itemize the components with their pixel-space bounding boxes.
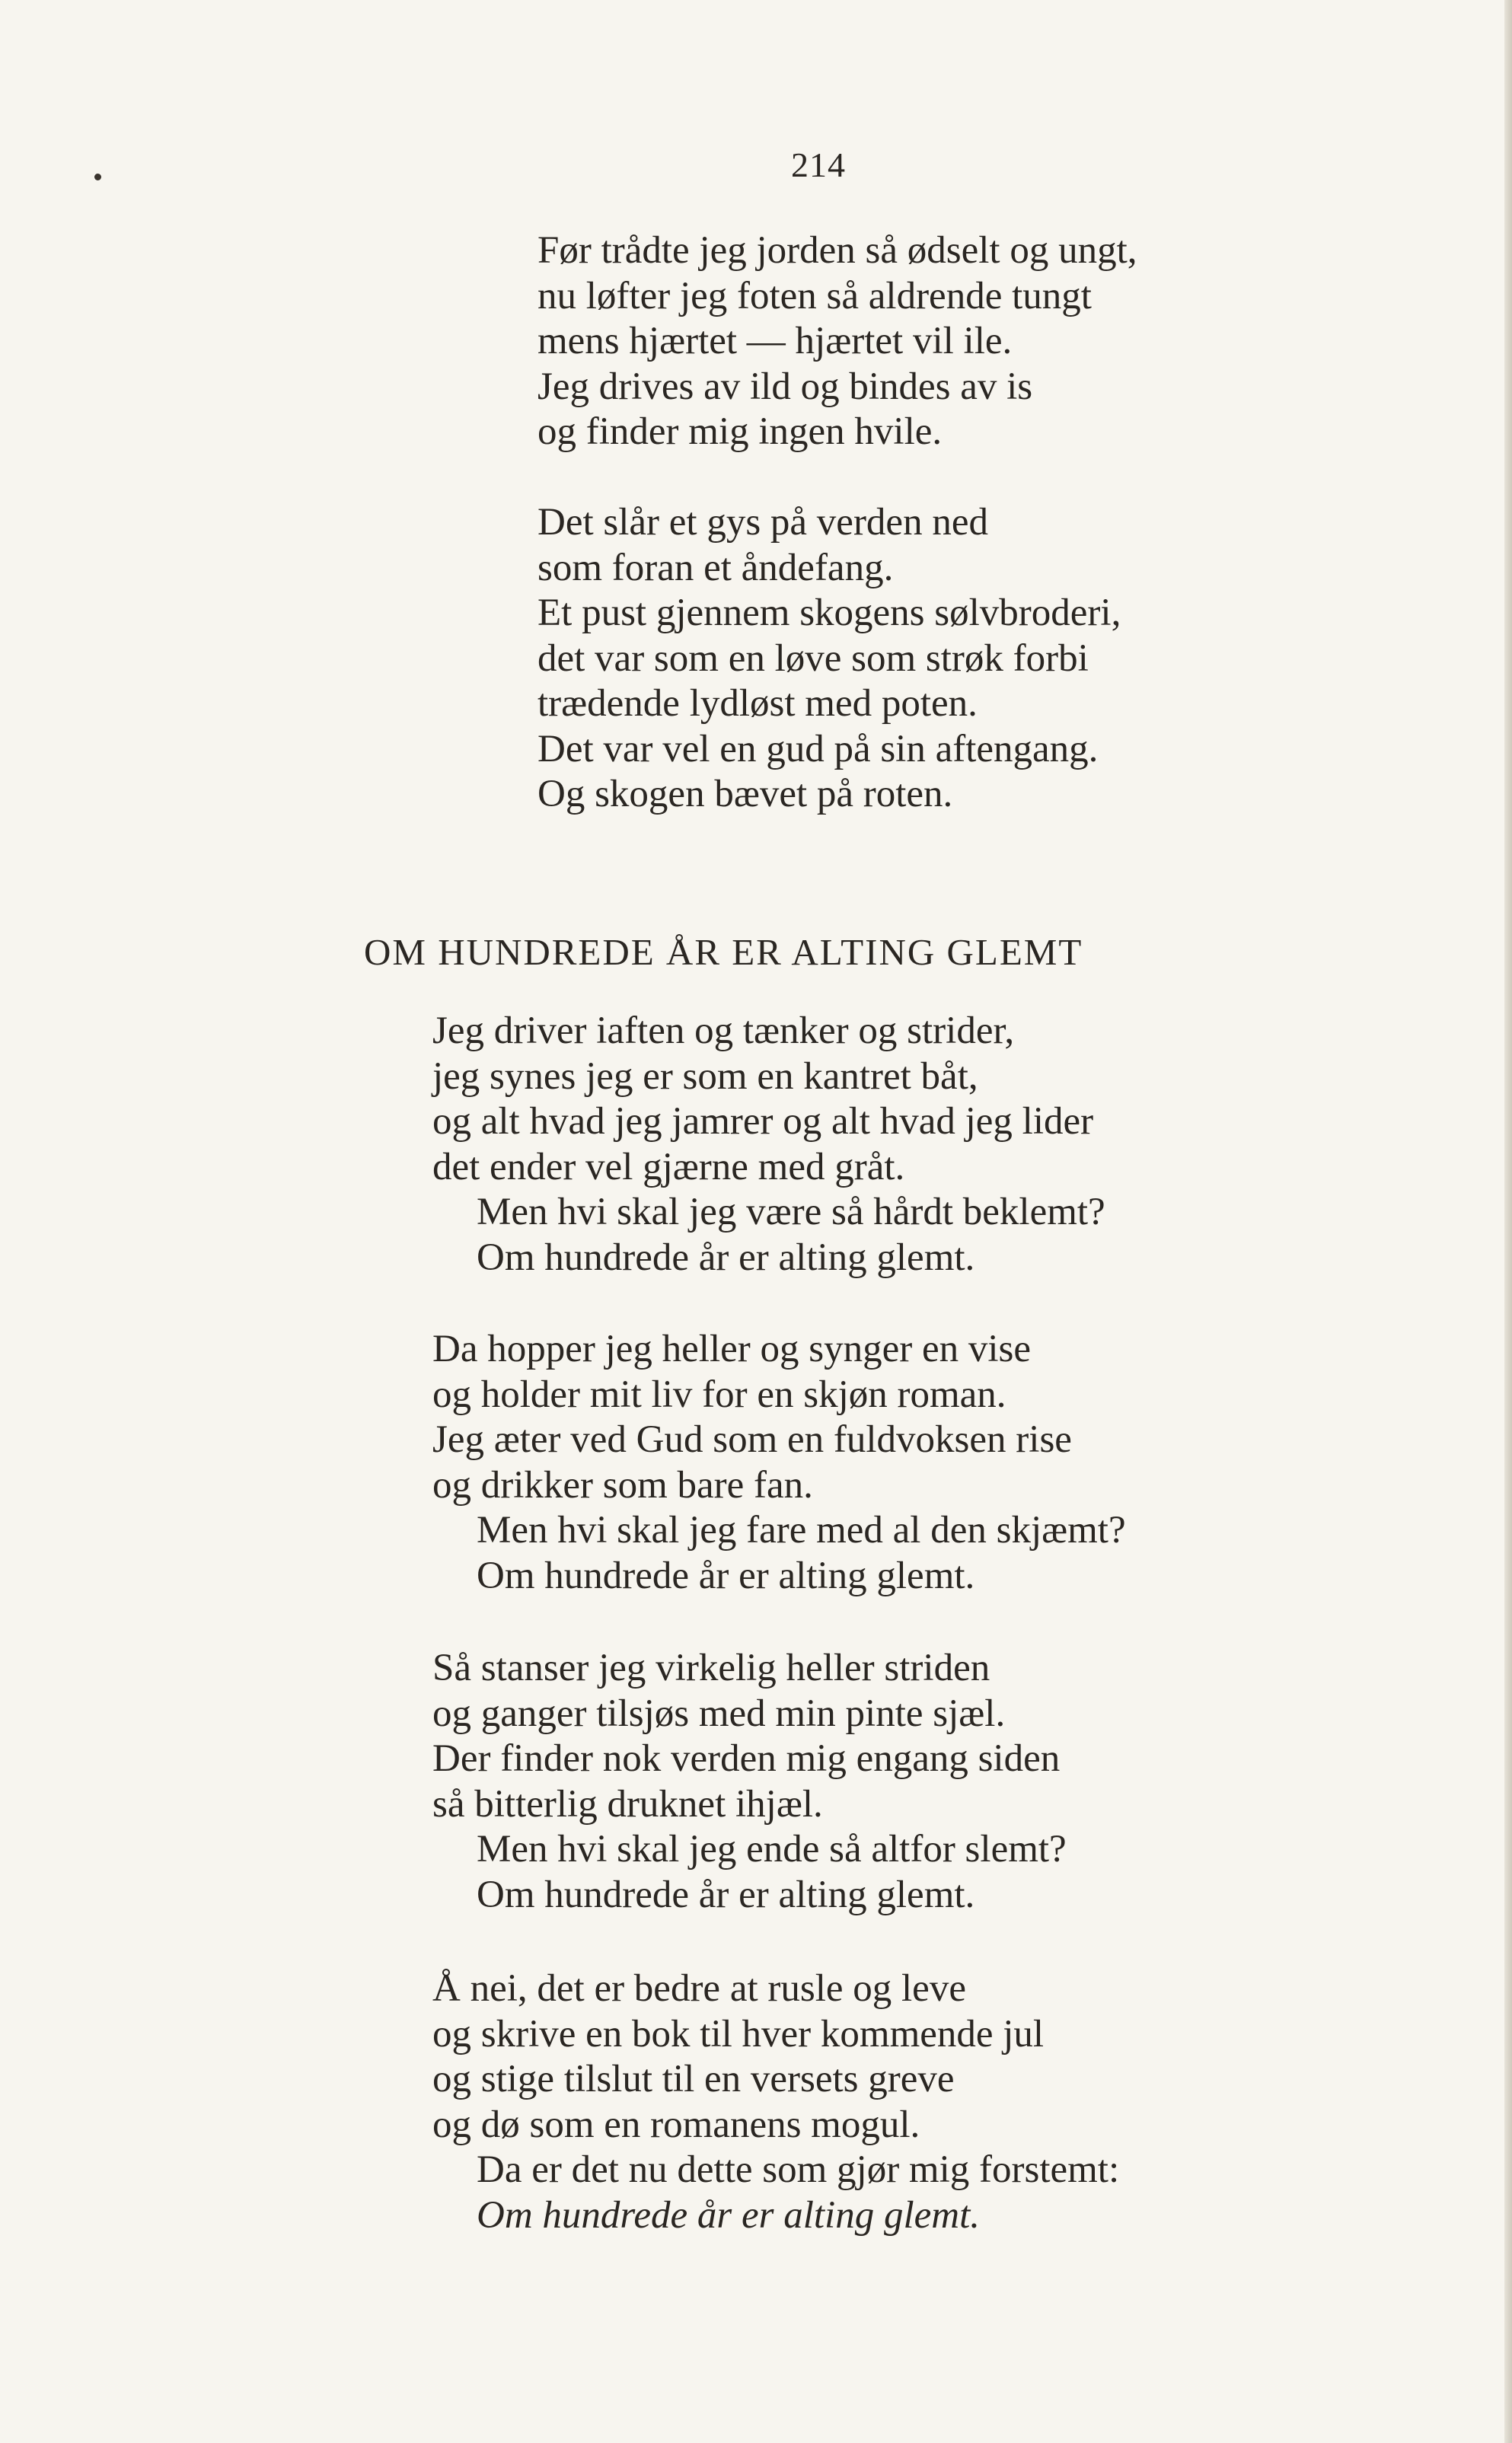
stanza — [537, 500, 1121, 818]
stanza — [432, 1966, 1119, 2238]
poem-line: og drikker som bare fan. — [432, 1463, 813, 1507]
poem-line: som foran et åndefang. — [537, 546, 894, 589]
poem-line: Jeg æter ved Gud som en fuldvoksen rise — [432, 1418, 1072, 1461]
poem-line: jeg synes jeg er som en kantret båt, — [432, 1054, 978, 1098]
poem-line: og stige tilslut til en versets greve — [432, 2058, 955, 2100]
poem-line: mens hjærtet — hjærtet vil ile. — [537, 320, 1013, 362]
poem-line: Men hvi skal jeg være så hårdt beklemt? — [477, 1191, 1105, 1233]
poem-line: Å nei, det er bedre at rusle og leve — [432, 1967, 966, 2010]
poem-line: og alt hvad jeg jamrer og alt hvad jeg lider — [432, 1100, 1094, 1143]
poem-line: og holder mit liv for en skjøn roman. — [432, 1373, 1006, 1416]
poem-line: nu løfter jeg foten så aldrende tungt — [537, 274, 1092, 317]
stanza — [432, 1009, 1105, 1281]
poem-line: Så stanser jeg virkelig heller striden — [432, 1647, 990, 1689]
poem-line: Om hundrede år er alting glemt. — [477, 2193, 981, 2237]
poem-line: Om hundrede år er alting glemt. — [477, 1873, 975, 1916]
poem-line: Der finder nok verden mig engang siden — [432, 1737, 1061, 1780]
poem-line: Jeg driver iaften og tænker og strider, — [432, 1009, 1015, 1052]
poem-line: Da hopper jeg heller og synger en vise — [432, 1328, 1031, 1370]
poem-line: Da er det nu dette som gjør mig forstemt: — [477, 2148, 1120, 2191]
poem-line: Men hvi skal jeg ende så altfor slemt? — [477, 1828, 1067, 1871]
poem-line: og dø som en romanens mogul. — [432, 2103, 920, 2146]
poem-line: Men hvi skal jeg fare med al den skjæmt? — [477, 1509, 1126, 1552]
poem-line: det var som en løve som strøk forbi — [537, 636, 1089, 680]
stanza — [432, 1646, 1067, 1918]
poem-line: og finder mig ingen hvile. — [537, 410, 943, 453]
stanza — [432, 1327, 1126, 1599]
poem-title: OM HUNDREDE ÅR ER ALTING GLEMT — [364, 931, 1083, 973]
poem-line: Før trådte jeg jorden så ødselt og ungt, — [537, 229, 1137, 272]
poem-line: Om hundrede år er alting glemt. — [477, 1236, 975, 1279]
poem-line: Et pust gjennem skogens sølvbroderi, — [537, 592, 1121, 634]
poem-line: Det var vel en gud på sin aftengang. — [537, 727, 1099, 770]
poem-line: trædende lydløst med poten. — [537, 682, 978, 725]
poem-line: og ganger tilsjøs med min pinte sjæl. — [432, 1692, 1006, 1735]
poem-line: Det slår et gys på verden ned — [537, 501, 988, 544]
poem-line: Om hundrede år er alting glemt. — [477, 1554, 975, 1597]
poem-line: og skrive en bok til hver kommende jul — [432, 2012, 1045, 2056]
stanza — [537, 228, 1137, 455]
poem-line: Jeg drives av ild og bindes av is — [537, 365, 1033, 408]
poem-line: så bitterlig druknet ihjæl. — [432, 1782, 823, 1826]
page-edge — [1504, 0, 1512, 2443]
page-number: 214 — [791, 145, 846, 184]
poem-line: Og skogen bævet på roten. — [537, 773, 953, 815]
poem-line: det ender vel gjærne med gråt. — [432, 1145, 905, 1188]
